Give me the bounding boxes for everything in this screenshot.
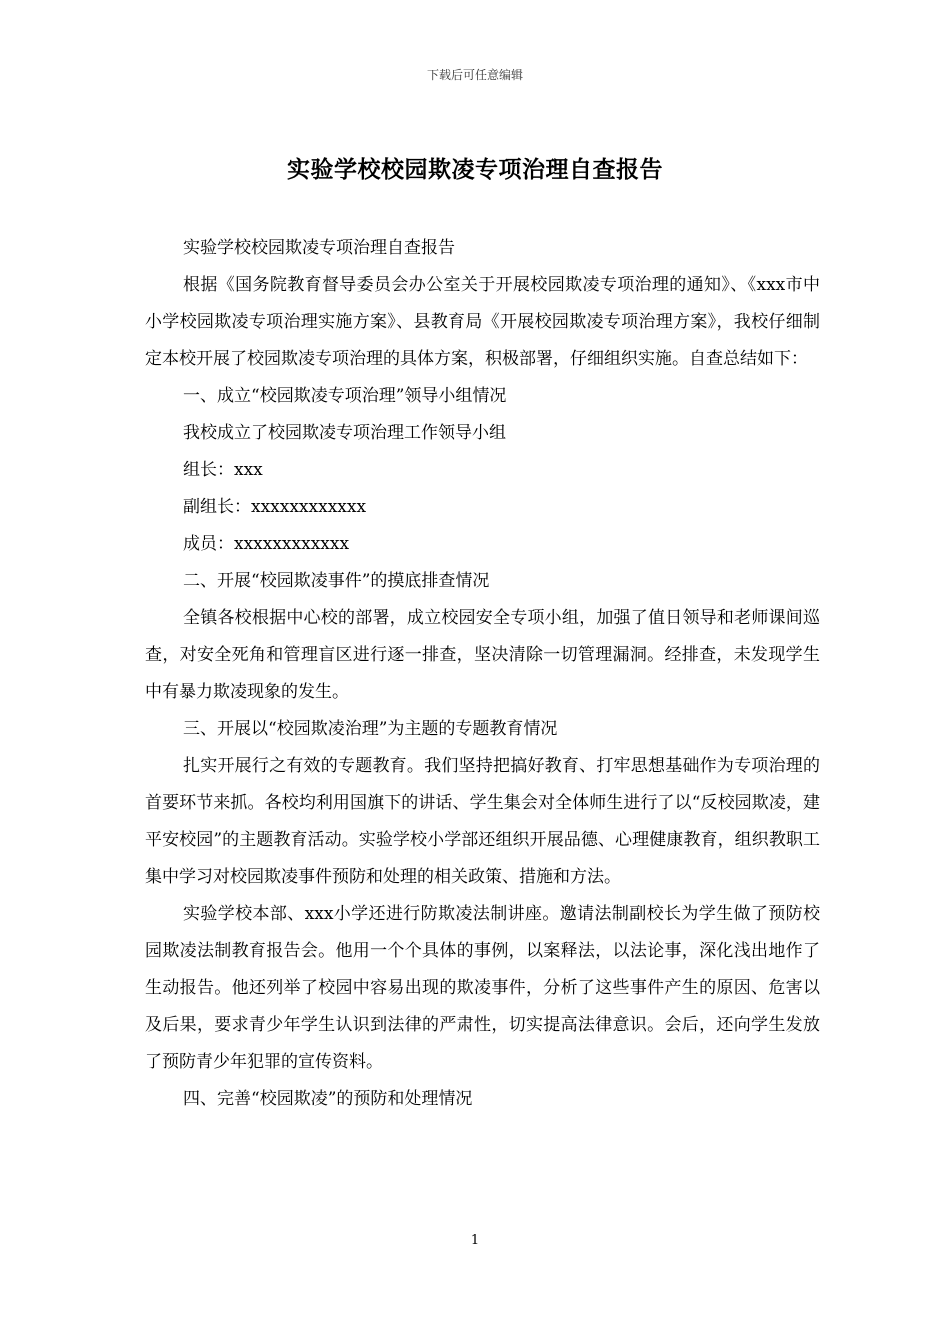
paragraph-subtitle: 实验学校校园欺凌专项治理自查报告: [183, 238, 455, 258]
paragraph-leader: 组长：xxx: [183, 460, 263, 480]
document-body: [145, 230, 820, 1118]
paragraph: 我校成立了校园欺凌专项治理工作领导小组: [183, 423, 506, 443]
paragraph-intro: 根据《国务院教育督导委员会办公室关于开展校园欺凌专项治理的通知》、《xxx市中小学校园欺凌专项治理实施方案》、县教育局《开展校园欺凌专项治理方案》，我校仔细制定本校开展了校园欺凌专项治理的具体方案，积极部署，仔细组织实施。自查总结如下：: [145, 275, 820, 369]
paragraph: 扎实开展行之有效的专题教育。我们坚持把搞好教育、打牢思想基础作为专项治理的首要环节来抓。各校均利用国旗下的讲话、学生集会对全体师生进行了以“反校园欺凌，建平安校园”的主题教育活动。实验学校小学部还组织开展品德、心理健康教育，组织教职工集中学习对校园欺凌事件预防和处理的相关政策、措施和方法。: [145, 756, 820, 887]
paragraph-deputy-leader: 副组长：xxxxxxxxxxxx: [183, 497, 367, 517]
section-heading-4: 四、完善“校园欺凌”的预防和处理情况: [183, 1089, 473, 1109]
paragraph-members: 成员：xxxxxxxxxxxx: [183, 534, 350, 554]
page-header-note: 下载后可任意编辑: [426, 68, 523, 82]
section-heading-3: 三、开展以“校园欺凌治理”为主题的专题教育情况: [183, 719, 558, 739]
paragraph: 全镇各校根据中心校的部署，成立校园安全专项小组，加强了值日领导和老师课间巡查，对安全死角和管理盲区进行逐一排查，坚决清除一切管理漏洞。经排查，未发现学生中有暴力欺凌现象的发生。: [145, 608, 820, 702]
paragraph: 实验学校本部、xxx小学还进行防欺凌法制讲座。邀请法制副校长为学生做了预防校园欺凌法制教育报告会。他用一个个具体的事例，以案释法，以法论事，深化浅出地作了生动报告。他还列举了校园中容易出现的欺凌事件，分析了这些事件产生的原因、危害以及后果，要求青少年学生认识到法律的严肃性，切实提高法律意识。会后，还向学生发放了预防青少年犯罪的宣传资料。: [145, 904, 820, 1072]
section-heading-1: 一、成立“校园欺凌专项治理”领导小组情况: [183, 386, 507, 406]
section-heading-2: 二、开展“校园欺凌事件”的摸底排查情况: [183, 571, 490, 591]
document-title: 实验学校校园欺凌专项治理自查报告: [287, 156, 663, 183]
page-number: 1: [470, 1233, 480, 1248]
